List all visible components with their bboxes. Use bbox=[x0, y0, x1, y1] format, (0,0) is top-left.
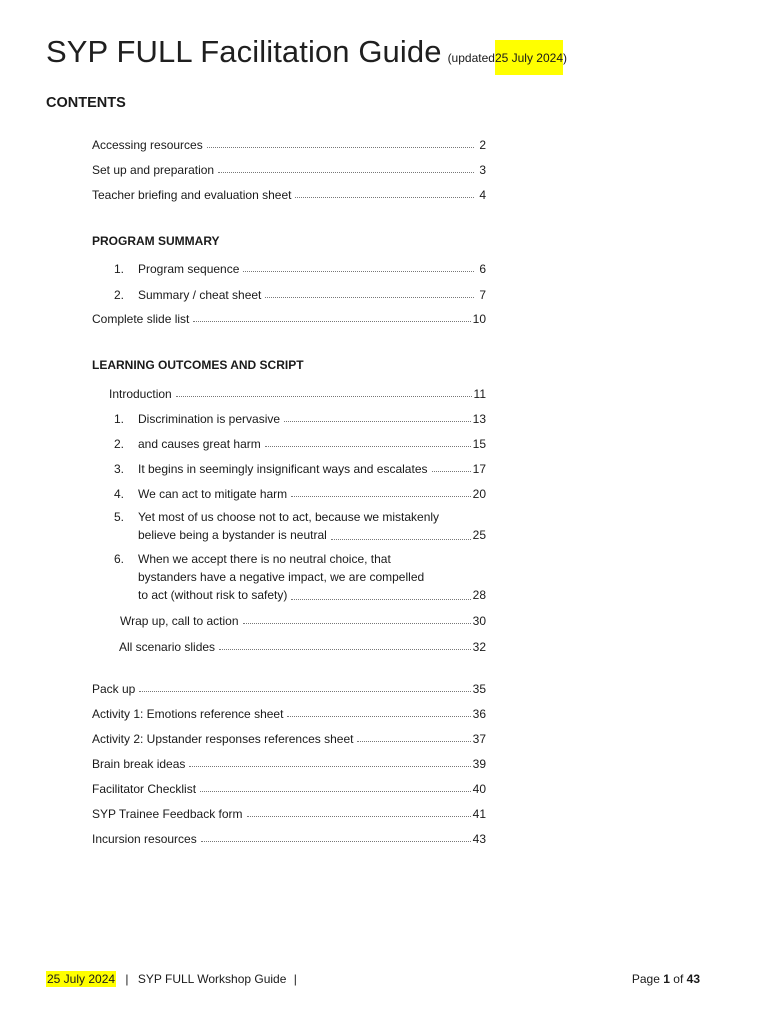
toc-leader bbox=[265, 297, 474, 298]
toc-label-line-1: Yet most of us choose not to act, because we mistakenly bbox=[138, 510, 440, 524]
toc-page: 2 bbox=[479, 138, 486, 152]
toc-leader bbox=[331, 539, 471, 540]
toc-leader bbox=[243, 271, 474, 272]
toc-page: 11 bbox=[473, 387, 486, 401]
toc-page: 20 bbox=[472, 487, 486, 501]
toc-label: Summary / cheat sheet bbox=[138, 288, 262, 302]
toc-number: 3. bbox=[114, 462, 125, 476]
toc-leader bbox=[432, 471, 471, 472]
toc-page: 39 bbox=[472, 757, 486, 771]
page-total: 43 bbox=[686, 972, 700, 986]
toc-page: 17 bbox=[472, 462, 486, 476]
toc-label: SYP Trainee Feedback form bbox=[92, 807, 243, 821]
footer-trailing-separator: | bbox=[293, 972, 297, 986]
toc-entry-introduction[interactable] bbox=[109, 383, 486, 401]
toc-page: 36 bbox=[472, 707, 486, 721]
toc-entry-activity-2[interactable] bbox=[92, 728, 486, 746]
toc-label: Introduction bbox=[109, 387, 172, 401]
toc-page: 13 bbox=[472, 412, 486, 426]
page-current: 1 bbox=[663, 972, 670, 986]
toc-leader bbox=[207, 147, 474, 148]
toc-number: 2. bbox=[114, 288, 125, 302]
toc-label-line-1: When we accept there is no neutral choice, that bbox=[138, 552, 391, 566]
toc-label: Wrap up, call to action bbox=[120, 614, 239, 628]
toc-leader bbox=[295, 197, 474, 198]
toc-entry-program-sequence[interactable] bbox=[114, 258, 486, 276]
toc-label: Accessing resources bbox=[92, 138, 203, 152]
toc-entry-outcome-5[interactable] bbox=[114, 508, 486, 544]
toc-label: and causes great harm bbox=[138, 437, 261, 451]
page-of: of bbox=[673, 972, 684, 986]
toc-entry-facilitator-checklist[interactable] bbox=[92, 778, 486, 796]
toc-label: Incursion resources bbox=[92, 832, 197, 846]
toc-leader bbox=[218, 172, 474, 173]
footer-left bbox=[46, 972, 297, 986]
toc-entry-cheat-sheet[interactable] bbox=[114, 284, 486, 302]
toc-leader bbox=[219, 649, 471, 650]
toc-last-line bbox=[138, 526, 486, 544]
footer-date: 25 July 2024 bbox=[47, 972, 116, 986]
toc-entry-outcome-2[interactable] bbox=[114, 433, 486, 451]
toc-page: 4 bbox=[479, 188, 486, 202]
toc-number: 1. bbox=[114, 412, 125, 426]
toc-entry-outcome-4[interactable] bbox=[114, 483, 486, 501]
toc-leader bbox=[200, 791, 471, 792]
toc-entry-outcome-6[interactable] bbox=[114, 550, 486, 604]
toc-entry-slide-list[interactable] bbox=[92, 308, 486, 326]
toc-label: Teacher briefing and evaluation sheet bbox=[92, 188, 292, 202]
toc-label: Activity 1: Emotions reference sheet bbox=[92, 707, 284, 721]
toc-entry-incursion-resources[interactable] bbox=[92, 828, 486, 846]
toc-entry-pack-up[interactable] bbox=[92, 678, 486, 696]
learning-outcomes-heading: LEARNING OUTCOMES AND SCRIPT bbox=[92, 358, 304, 372]
document-title bbox=[46, 34, 567, 80]
toc-lines bbox=[138, 508, 486, 544]
toc-number: 4. bbox=[114, 487, 125, 501]
toc-label-line-2: believe being a bystander is neutral bbox=[138, 528, 327, 542]
toc-label: All scenario slides bbox=[119, 640, 216, 654]
toc-number: 2. bbox=[114, 437, 125, 451]
title-date-highlight: 25 July 2024 bbox=[495, 40, 563, 75]
toc-leader bbox=[201, 841, 471, 842]
toc-label: Discrimination is pervasive bbox=[138, 412, 281, 426]
toc-label: Activity 2: Upstander responses references sheet bbox=[92, 732, 354, 746]
toc-last-line bbox=[138, 586, 486, 604]
toc-label: Program sequence bbox=[138, 262, 240, 276]
title-note-close: ) bbox=[563, 51, 567, 65]
toc-entry-scenario-slides[interactable] bbox=[119, 636, 486, 654]
toc-label: Complete slide list bbox=[92, 312, 190, 326]
contents-heading: CONTENTS bbox=[46, 95, 126, 111]
toc-label: Brain break ideas bbox=[92, 757, 186, 771]
toc-leader bbox=[247, 816, 471, 817]
footer-separator: | bbox=[125, 972, 129, 986]
toc-number: 6. bbox=[114, 552, 125, 566]
toc-label-line-2: bystanders have a negative impact, we are compelled bbox=[138, 570, 425, 584]
toc-page: 30 bbox=[472, 614, 486, 628]
toc-leader bbox=[284, 421, 471, 422]
page-number bbox=[632, 972, 700, 986]
title-note bbox=[448, 51, 567, 65]
footer-doc-name: SYP FULL Workshop Guide bbox=[137, 972, 287, 986]
toc-page: 41 bbox=[472, 807, 486, 821]
toc-label: It begins in seemingly insignificant ways and escalates bbox=[138, 462, 428, 476]
toc-leader bbox=[291, 599, 470, 600]
toc-entry-brain-break[interactable] bbox=[92, 753, 486, 771]
toc-page: 15 bbox=[472, 437, 486, 451]
toc-leader bbox=[139, 691, 470, 692]
toc-entry-setup[interactable] bbox=[92, 159, 486, 177]
toc-number: 1. bbox=[114, 262, 125, 276]
toc-lines bbox=[138, 550, 486, 604]
toc-page: 7 bbox=[479, 288, 486, 302]
page-footer bbox=[46, 972, 700, 990]
toc-entry-wrap-up[interactable] bbox=[120, 610, 486, 628]
toc-label: Facilitator Checklist bbox=[92, 782, 197, 796]
toc-page: 35 bbox=[472, 682, 486, 696]
page-label: Page bbox=[631, 972, 660, 986]
toc-leader bbox=[357, 741, 470, 742]
toc-entry-outcome-1[interactable] bbox=[114, 408, 486, 426]
title-note-open: (updated bbox=[447, 51, 495, 65]
toc-entry-teacher-briefing[interactable] bbox=[92, 184, 486, 202]
toc-page: 43 bbox=[472, 832, 486, 846]
toc-number: 5. bbox=[114, 510, 125, 524]
toc-leader bbox=[291, 496, 470, 497]
toc-page: 6 bbox=[479, 262, 486, 276]
toc-label-line-3: to act (without risk to safety) bbox=[138, 588, 288, 602]
toc-page: 40 bbox=[472, 782, 486, 796]
toc-leader bbox=[176, 396, 472, 397]
toc-page: 3 bbox=[479, 163, 486, 177]
toc-entry-outcome-3[interactable] bbox=[114, 458, 486, 476]
toc-label: Pack up bbox=[92, 682, 136, 696]
toc-leader bbox=[243, 623, 471, 624]
toc-page: 32 bbox=[472, 640, 486, 654]
toc-label: Set up and preparation bbox=[92, 163, 215, 177]
toc-leader bbox=[287, 716, 470, 717]
toc-leader bbox=[265, 446, 471, 447]
title-main: SYP FULL Facilitation Guide bbox=[46, 34, 442, 69]
toc-leader bbox=[189, 766, 470, 767]
toc-label: We can act to mitigate harm bbox=[138, 487, 288, 501]
toc-page: 37 bbox=[472, 732, 486, 746]
toc-page: 25 bbox=[472, 528, 486, 542]
toc-entry-feedback-form[interactable] bbox=[92, 803, 486, 821]
toc-page: 10 bbox=[472, 312, 486, 326]
toc-page: 28 bbox=[472, 588, 486, 602]
program-summary-heading: PROGRAM SUMMARY bbox=[92, 234, 220, 248]
toc-leader bbox=[193, 321, 470, 322]
toc-entry-accessing-resources[interactable] bbox=[92, 134, 486, 152]
toc-entry-activity-1[interactable] bbox=[92, 703, 486, 721]
